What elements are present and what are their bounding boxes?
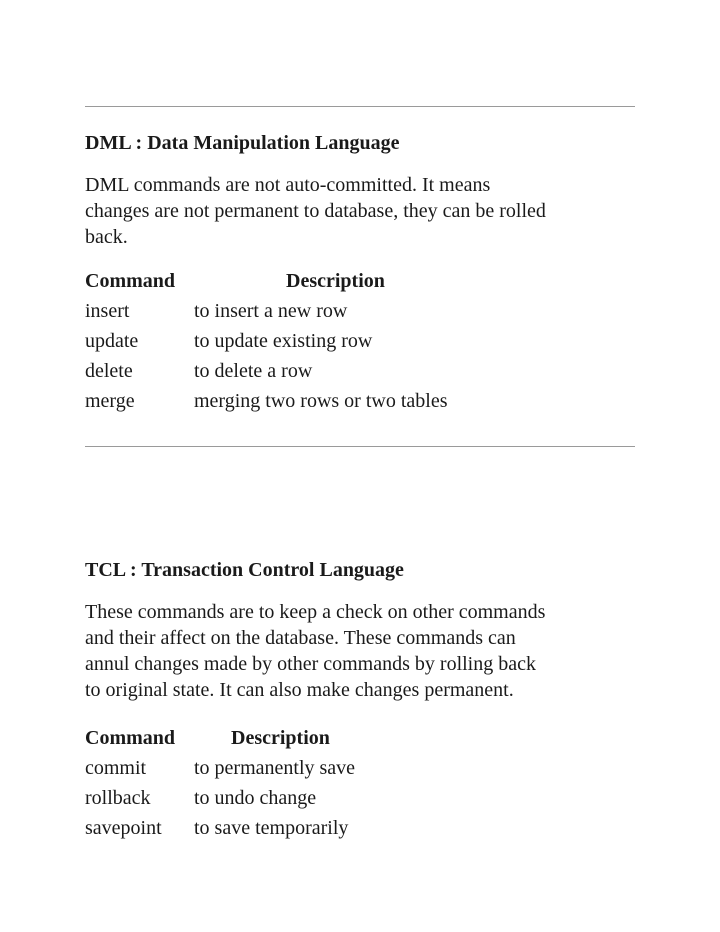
middle-divider	[85, 446, 635, 447]
dml-title: DML : Data Manipulation Language	[85, 132, 400, 154]
dml-table-header	[85, 266, 645, 296]
dml-description-line: back.	[85, 226, 128, 248]
tcl-header-description: Description	[231, 727, 330, 749]
command-name: commit	[85, 757, 147, 779]
command-name: update	[85, 330, 139, 352]
command-description: to insert a new row	[194, 300, 348, 322]
command-description: to save temporarily	[194, 817, 349, 839]
dml-header-description: Description	[286, 270, 385, 292]
tcl-description-line: These commands are to keep a check on other commands	[85, 601, 546, 623]
table-row	[85, 296, 645, 326]
tcl-description-line: and their affect on the database. These commands can	[85, 627, 516, 649]
command-name: merge	[85, 390, 135, 412]
dml-description-line: changes are not permanent to database, they can be rolled	[85, 200, 546, 222]
table-row	[85, 386, 645, 416]
dml-section	[85, 130, 645, 416]
command-name: insert	[85, 300, 130, 322]
command-name: rollback	[85, 787, 151, 809]
tcl-header-command: Command	[85, 727, 176, 749]
command-name: savepoint	[85, 817, 162, 839]
tcl-table-header	[85, 723, 645, 753]
command-description: to permanently save	[194, 757, 356, 779]
tcl-description-line: annul changes made by other commands by rolling back	[85, 653, 536, 675]
dml-description-line: DML commands are not auto-committed. It means	[85, 174, 491, 196]
table-row	[85, 783, 645, 813]
command-name: delete	[85, 360, 133, 382]
table-row	[85, 356, 645, 386]
tcl-section	[85, 557, 645, 843]
top-divider	[85, 106, 635, 107]
tcl-description-line: to original state. It can also make changes permanent.	[85, 679, 514, 701]
command-description: to undo change	[194, 787, 317, 809]
table-row	[85, 753, 645, 783]
dml-header-command: Command	[85, 270, 176, 292]
table-row	[85, 813, 645, 843]
command-description: merging two rows or two tables	[194, 390, 448, 412]
command-description: to update existing row	[194, 330, 373, 352]
tcl-title: TCL : Transaction Control Language	[85, 559, 404, 581]
command-description: to delete a row	[194, 360, 313, 382]
table-row	[85, 326, 645, 356]
